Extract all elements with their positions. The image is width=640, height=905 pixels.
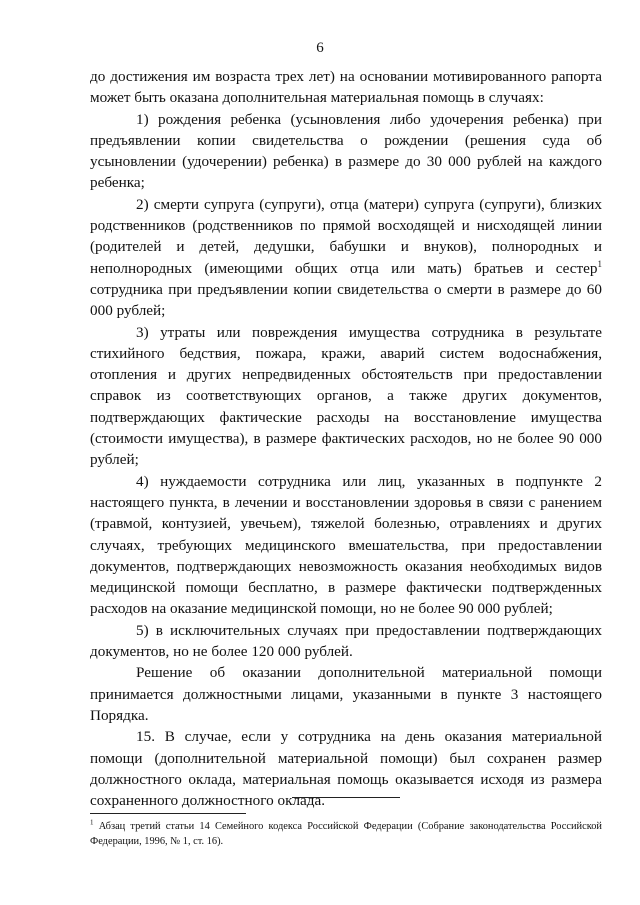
- footnote: [90, 819, 602, 849]
- separator-line: [292, 797, 400, 798]
- paragraph-item-2-text: 2) смерти супруга (супруги), отца (матери) супруга (супруги), близких родственников (родственников по прямой восходящей и нисходящей линии (родителей и детей, дедушки, бабушки и внуков), полнородных и неполнородных (имеющими общих отца или мать) братьев и сестер: [90, 195, 602, 277]
- paragraph-item-3: 3) утраты или повреждения имущества сотрудника в результате стихийного бедствия, пожара, кражи, аварий систем водоснабжения, отопления и других непредвиденных обстоятельств при предоставлении справок из соответствующих органов, а также других документов, подтверждающих фактические расходы на восстановление имущества (стоимости имущества), в размере фактических расходов, но не более 90 000 рублей;: [90, 323, 602, 469]
- page-number: 6: [316, 40, 324, 56]
- footnote-marker: 1: [90, 818, 94, 827]
- paragraph-decision: Решение об оказании дополнительной материальной помощи принимается должностными лицами, указанными в пункте 3 настоящего Порядка.: [90, 664, 602, 724]
- paragraph-item-2-tail: сотрудника при предъявлении копии свидетельства о смерти в размере до 60 000 рублей;: [90, 280, 602, 320]
- paragraph-intro: до достижения им возраста трех лет) на основании мотивированного рапорта может быть оказана дополнительная материальная помощь в случаях:: [90, 68, 602, 107]
- footnote-separator: [90, 813, 246, 814]
- footnote-text: Абзац третий статьи 14 Семейного кодекса Российской Федерации (Собрание законодательства Российской Федерации, 1996, № 1, ст. 16).: [90, 821, 602, 847]
- paragraph-clause-15: 15. В случае, если у сотрудника на день оказания материальной помощи (дополнительной материальной помощи) был сохранен размер должностного оклада, материальная помощь оказывается исходя из размера сохраненного должностного оклада.: [90, 728, 602, 810]
- paragraph-item-2: [90, 194, 602, 322]
- paragraph-item-4: 4) нуждаемости сотрудника или лиц, указанных в подпункте 2 настоящего пункта, в лечении и восстановлении здоровья в связи с ранением (травмой, контузией, увечьем), тяжелой болезнью, отравлениях и других случаях, требующих медицинского вмешательства, при предоставлении документов, подтверждающих невозможность оказания необходимых видов медицинской помощи бесплатно, в размере фактически подтвержденных расходов на оказание медицинской помощи, но не более 90 000 рублей;: [90, 472, 602, 618]
- footnote-reference: 1: [597, 258, 602, 269]
- paragraph-item-5: 5) в исключительных случаях при предоставлении подтверждающих документов, но не более 120 000 рублей.: [90, 621, 602, 661]
- paragraph-item-1: 1) рождения ребенка (усыновления либо удочерения ребенка) при предъявлении копии свидетельства о рождении (решения суда об усыновлении (удочерении) ребенка) в размере до 30 000 рублей на каждого ребенка;: [90, 110, 602, 192]
- document-body: [90, 66, 602, 811]
